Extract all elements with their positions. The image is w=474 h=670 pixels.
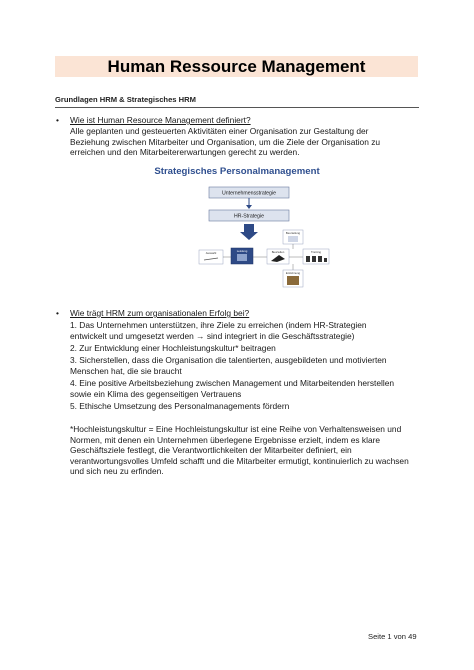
person-icon bbox=[306, 256, 310, 262]
list-item-line: 5. Ethische Umsetzung des Personalmanagements fördern bbox=[70, 400, 290, 411]
section-heading: Grundlagen HRM & Strategisches HRM bbox=[55, 95, 419, 108]
box-hr-strategie-label: HR-Strategie bbox=[234, 213, 264, 220]
node-beurteilung-label: Beurteilung bbox=[285, 231, 301, 235]
list-item-line: sowie ein Klima des gegenseitigen Vertrauens bbox=[70, 388, 242, 399]
footnote-line: Normen, mit denen ein Unternehmen überlegene Ergebnisse erzielt, indem es klare bbox=[70, 434, 381, 445]
list-item-line: Menschen hat, die sie braucht bbox=[70, 365, 182, 376]
personalmanagement-diagram bbox=[195, 182, 333, 292]
person-icon bbox=[324, 258, 327, 262]
big-arrow-icon bbox=[240, 224, 258, 240]
diagram-title: Strategisches Personalmanagement bbox=[154, 166, 320, 177]
list-item bbox=[70, 343, 430, 354]
person-icon bbox=[318, 256, 322, 262]
answer-1-line: Alle geplanten und gesteuerten Aktivitäten einer Organisation zur Gestaltung der bbox=[70, 126, 369, 136]
entlohnung-icon bbox=[287, 276, 299, 285]
numbered-list bbox=[70, 320, 430, 413]
footnote-line: Geschäftsziele festlegt, die Verantwortlichkeiten der Mitarbeiter definiert, ein bbox=[70, 445, 352, 456]
footnote-line: *Hochleistungskultur = Eine Hochleistungskultur ist eine Reihe von Verhaltensweisen und bbox=[70, 424, 402, 434]
node-training-label: Training bbox=[310, 250, 322, 254]
box-unternehmensstrategie-label: Unternehmensstrategie bbox=[222, 190, 276, 197]
footnote-line: und sich neu zu erfinden. bbox=[70, 466, 164, 477]
list-item-line: 3. Sicherstellen, dass die Organisation die talentierten, ausgebildeten und motivierten bbox=[70, 355, 387, 366]
node-auswahl-label: Auswahl bbox=[205, 251, 217, 255]
list-item bbox=[70, 320, 430, 341]
list-item bbox=[70, 401, 430, 412]
person-icon bbox=[312, 256, 316, 262]
node-leistung-label: Leistung bbox=[236, 249, 248, 253]
question-2-text: Wie trägt HRM zum organisationalen Erfolg bei? bbox=[70, 308, 250, 318]
answer-1-line: Beziehung zwischen Mitarbeiter und Organisation, um die Ziele der Organisation zu bbox=[70, 136, 381, 147]
list-item-line: 2. Zur Entwicklung einer Hochleistungskultur* beitragen bbox=[70, 342, 276, 353]
answer-1 bbox=[70, 126, 430, 158]
list-item-line: 1. Das Unternehmen unterstützen, ihre Ziele zu erreichen (indem HR-Strategien bbox=[70, 320, 367, 330]
page-number: Seite 1 von 49 bbox=[368, 632, 417, 641]
footnote-line: verantwortungsvolles Umfeld schafft und die Mitarbeiter ermutigt, kontinuierlich zu wachsen bbox=[70, 455, 409, 466]
footnote bbox=[70, 424, 430, 477]
answer-1-line: erreichen und den Mitarbeitererwartungen gerecht zu werden. bbox=[70, 147, 300, 158]
question-1-text: Wie ist Human Resource Management definiert? bbox=[70, 115, 251, 125]
bullet-icon: • bbox=[56, 115, 59, 125]
bullet-icon: • bbox=[56, 308, 59, 318]
list-item bbox=[70, 355, 430, 376]
leistung-icon bbox=[237, 254, 247, 261]
node-beurteilen-label: Beurteilen bbox=[271, 250, 285, 254]
document-title: Human Ressource Management bbox=[55, 56, 418, 77]
list-item-line: 4. Eine positive Arbeitsbeziehung zwischen Management und Mitarbeitenden herstellen bbox=[70, 378, 395, 389]
list-item bbox=[70, 378, 430, 399]
beurteilung-icon bbox=[288, 236, 298, 242]
list-item-line: entwickelt und umgesetzt werden → sind integriert in die Geschäftsstrategie) bbox=[70, 330, 355, 341]
arrow-head bbox=[246, 205, 252, 209]
node-entlohnung-label: Entlohnung bbox=[285, 271, 301, 275]
